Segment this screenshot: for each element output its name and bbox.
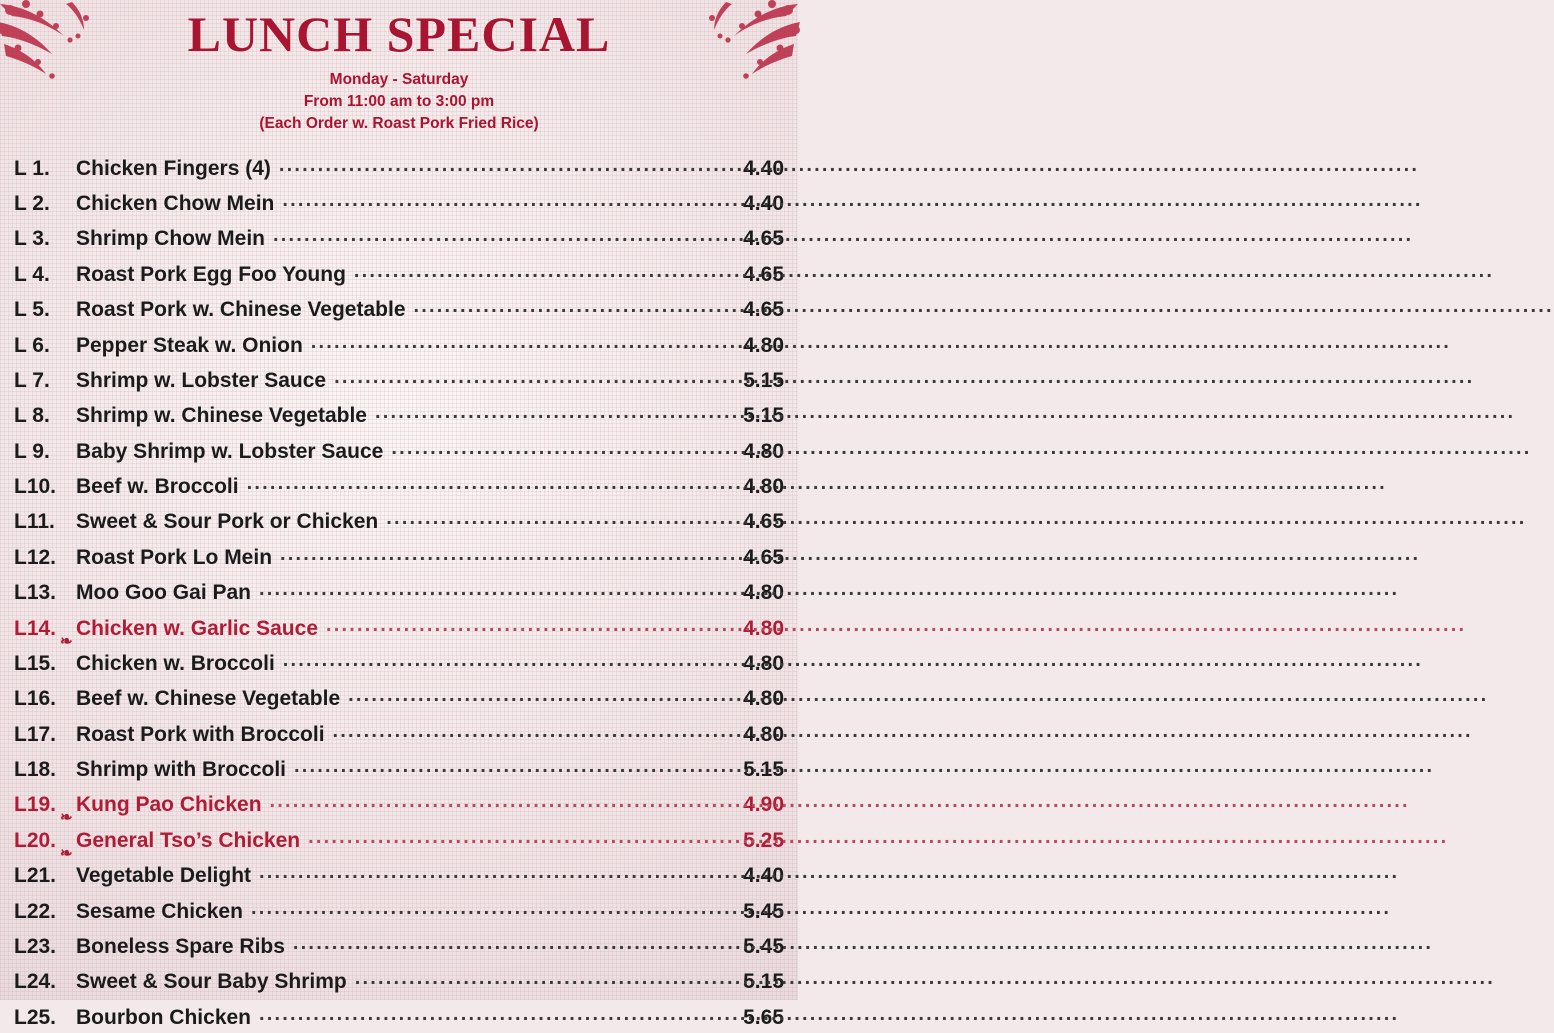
dot-leader <box>279 154 720 175</box>
menu-item-code: L 9. <box>14 439 50 463</box>
menu-item-price: 5.15 <box>743 970 784 994</box>
menu-item-code: L 5. <box>14 298 50 322</box>
menu-item-price: 4.65 <box>743 262 784 286</box>
menu-item-price: 4.80 <box>743 616 784 640</box>
menu-item-name: Roast Pork w. Chinese Vegetable <box>76 298 406 322</box>
menu-item-code: L11. <box>14 510 55 534</box>
menu-item-name: Sweet & Sour Pork or Chicken <box>76 510 379 534</box>
menu-item-row <box>14 290 784 325</box>
menu-item-name: Sesame Chicken <box>76 899 243 923</box>
menu-item-name: Vegetable Delight <box>76 864 252 888</box>
menu-item-name: Sweet & Sour Baby Shrimp <box>76 970 347 994</box>
menu-item-code: L25. <box>14 1005 57 1029</box>
menu-header <box>0 0 798 135</box>
menu-item-row <box>14 573 784 608</box>
menu-item-price: 4.80 <box>743 581 784 605</box>
dot-leader <box>270 790 720 811</box>
menu-item-name: Beef w. Chinese Vegetable <box>76 687 341 711</box>
menu-item-name: Chicken Fingers (4) <box>76 156 271 180</box>
dot-leader <box>283 649 720 670</box>
menu-item-price: 4.65 <box>743 510 784 534</box>
menu-item-code: L24. <box>14 970 57 994</box>
dot-leader <box>354 260 720 281</box>
menu-item-code: L23. <box>14 934 57 958</box>
menu-item-name: Moo Goo Gai Pan <box>76 581 252 605</box>
menu-item-name: Pepper Steak w. Onion <box>76 333 303 357</box>
menu-item-price: 4.65 <box>743 298 784 322</box>
dot-leader <box>375 401 720 422</box>
menu-item-price: 5.45 <box>743 899 784 923</box>
spicy-pepper-glyph: ❧ <box>60 809 73 827</box>
menu-item-code: L19. <box>14 793 57 817</box>
menu-item-row <box>14 538 784 573</box>
menu-item-row <box>14 715 784 750</box>
menu-item-price: 4.40 <box>743 864 784 888</box>
dot-leader <box>308 826 720 847</box>
menu-item-price: 4.80 <box>743 475 784 499</box>
dot-leader <box>355 967 720 988</box>
dot-leader <box>259 861 720 882</box>
menu-item-code: L13. <box>14 581 57 605</box>
menu-item-row <box>14 998 784 1033</box>
menu-subtitle <box>0 69 798 135</box>
menu-item-price: 5.65 <box>743 1005 784 1029</box>
dot-leader <box>247 472 720 493</box>
menu-item-row <box>14 255 784 290</box>
menu-item-code: L 6. <box>14 333 50 357</box>
menu-item-code: L21. <box>14 864 57 888</box>
menu-item-row <box>14 184 784 219</box>
menu-item-row <box>14 644 784 679</box>
menu-item-row <box>14 891 784 926</box>
dot-leader <box>294 755 720 776</box>
dot-leader <box>326 614 720 635</box>
menu-item-row <box>14 432 784 467</box>
menu-item-code: L10. <box>14 475 57 499</box>
menu-item-code: L 1. <box>14 156 50 180</box>
menu-item-name: Roast Pork with Broccoli <box>76 722 325 746</box>
dot-leader <box>259 578 720 599</box>
menu-item-row <box>14 856 784 891</box>
menu-item-name: Chicken w. Garlic Sauce <box>76 616 318 640</box>
dot-leader <box>282 189 720 210</box>
menu-item-price: 5.15 <box>743 758 784 782</box>
menu-item-row <box>14 467 784 502</box>
spicy-pepper-glyph: ❧ <box>60 632 73 650</box>
menu-item-price: 4.80 <box>743 651 784 675</box>
menu-item-code: L18. <box>14 758 57 782</box>
menu-item-code: L 3. <box>14 227 50 251</box>
dot-leader <box>391 437 720 458</box>
dot-leader <box>251 897 720 918</box>
menu-item-price: 4.65 <box>743 227 784 251</box>
menu-item-code: L20. <box>14 828 57 852</box>
menu-item-row <box>14 962 784 997</box>
menu-item-price: 4.40 <box>743 156 784 180</box>
menu-item-code: L 8. <box>14 404 50 428</box>
menu-item-name: Shrimp w. Lobster Sauce <box>76 368 327 392</box>
menu-item-name: Kung Pao Chicken <box>76 793 262 817</box>
dot-leader <box>348 684 720 705</box>
menu-item-price: 5.45 <box>743 934 784 958</box>
menu-item-price: 4.80 <box>743 687 784 711</box>
menu-item-name: General Tso’s Chicken <box>76 828 301 852</box>
menu-item-price: 4.40 <box>743 192 784 216</box>
menu-item-name: Shrimp w. Chinese Vegetable <box>76 404 367 428</box>
subtitle-note: (Each Order w. Roast Pork Fried Rice) <box>259 114 539 132</box>
dot-leader <box>333 720 720 741</box>
menu-item-price: 5.15 <box>743 404 784 428</box>
menu-item-row <box>14 750 784 785</box>
menu-item-price: 5.15 <box>743 368 784 392</box>
menu-item-code: L14. <box>14 616 57 640</box>
menu-item-name: Roast Pork Egg Foo Young <box>76 262 346 286</box>
menu-item-code: L15. <box>14 651 57 675</box>
menu-item-name: Bourbon Chicken <box>76 1005 252 1029</box>
page-title: LUNCH SPECIAL <box>187 6 611 62</box>
menu-item-name: Boneless Spare Ribs <box>76 934 285 958</box>
subtitle-days: Monday - Saturday <box>329 70 469 88</box>
menu-item-name: Baby Shrimp w. Lobster Sauce <box>76 439 384 463</box>
subtitle-hours: From 11:00 am to 3:00 pm <box>303 92 495 110</box>
menu-item-price: 4.80 <box>743 439 784 463</box>
menu-item-name: Chicken Chow Mein <box>76 192 275 216</box>
menu-item-price: 4.80 <box>743 722 784 746</box>
menu-item-row <box>14 149 784 184</box>
dot-leader <box>273 224 720 245</box>
menu-item-name: Shrimp with Broccoli <box>76 758 287 782</box>
menu-item-price: 5.25 <box>743 828 784 852</box>
menu-item-row <box>14 679 784 714</box>
menu-item-price: 4.80 <box>743 333 784 357</box>
dot-leader <box>386 507 720 528</box>
dot-leader <box>334 366 720 387</box>
menu-item-name: Beef w. Broccoli <box>76 475 239 499</box>
menu-item-code: L 2. <box>14 192 50 216</box>
dot-leader <box>280 543 720 564</box>
menu-item-name: Shrimp Chow Mein <box>76 227 265 251</box>
dot-leader <box>311 331 720 352</box>
menu-item-code: L 4. <box>14 262 50 286</box>
menu-item-row <box>14 785 784 827</box>
dot-leader <box>259 1003 720 1024</box>
menu-item-price: 4.65 <box>743 545 784 569</box>
menu-item-row <box>14 396 784 431</box>
menu-item-code: L16. <box>14 687 57 711</box>
menu-item-code: L 7. <box>14 368 50 392</box>
spicy-pepper-glyph: ❧ <box>60 844 73 862</box>
menu-item-row <box>14 608 784 650</box>
menu-item-list <box>14 149 784 1033</box>
menu-item-code: L17. <box>14 722 57 746</box>
menu-item-row <box>14 927 784 962</box>
menu-item-row <box>14 821 784 862</box>
menu-item-code: L12. <box>14 545 57 569</box>
menu-item-name: Chicken w. Broccoli <box>76 651 275 675</box>
menu-item-price: 4.90 <box>743 793 784 817</box>
menu-item-row <box>14 219 784 254</box>
menu-item-name: Roast Pork Lo Mein <box>76 545 273 569</box>
menu-item-row <box>14 502 784 537</box>
menu-item-code: L22. <box>14 899 57 923</box>
dot-leader <box>414 295 721 316</box>
menu-item-row <box>14 325 784 360</box>
dot-leader <box>293 932 720 953</box>
menu-item-row <box>14 361 784 396</box>
